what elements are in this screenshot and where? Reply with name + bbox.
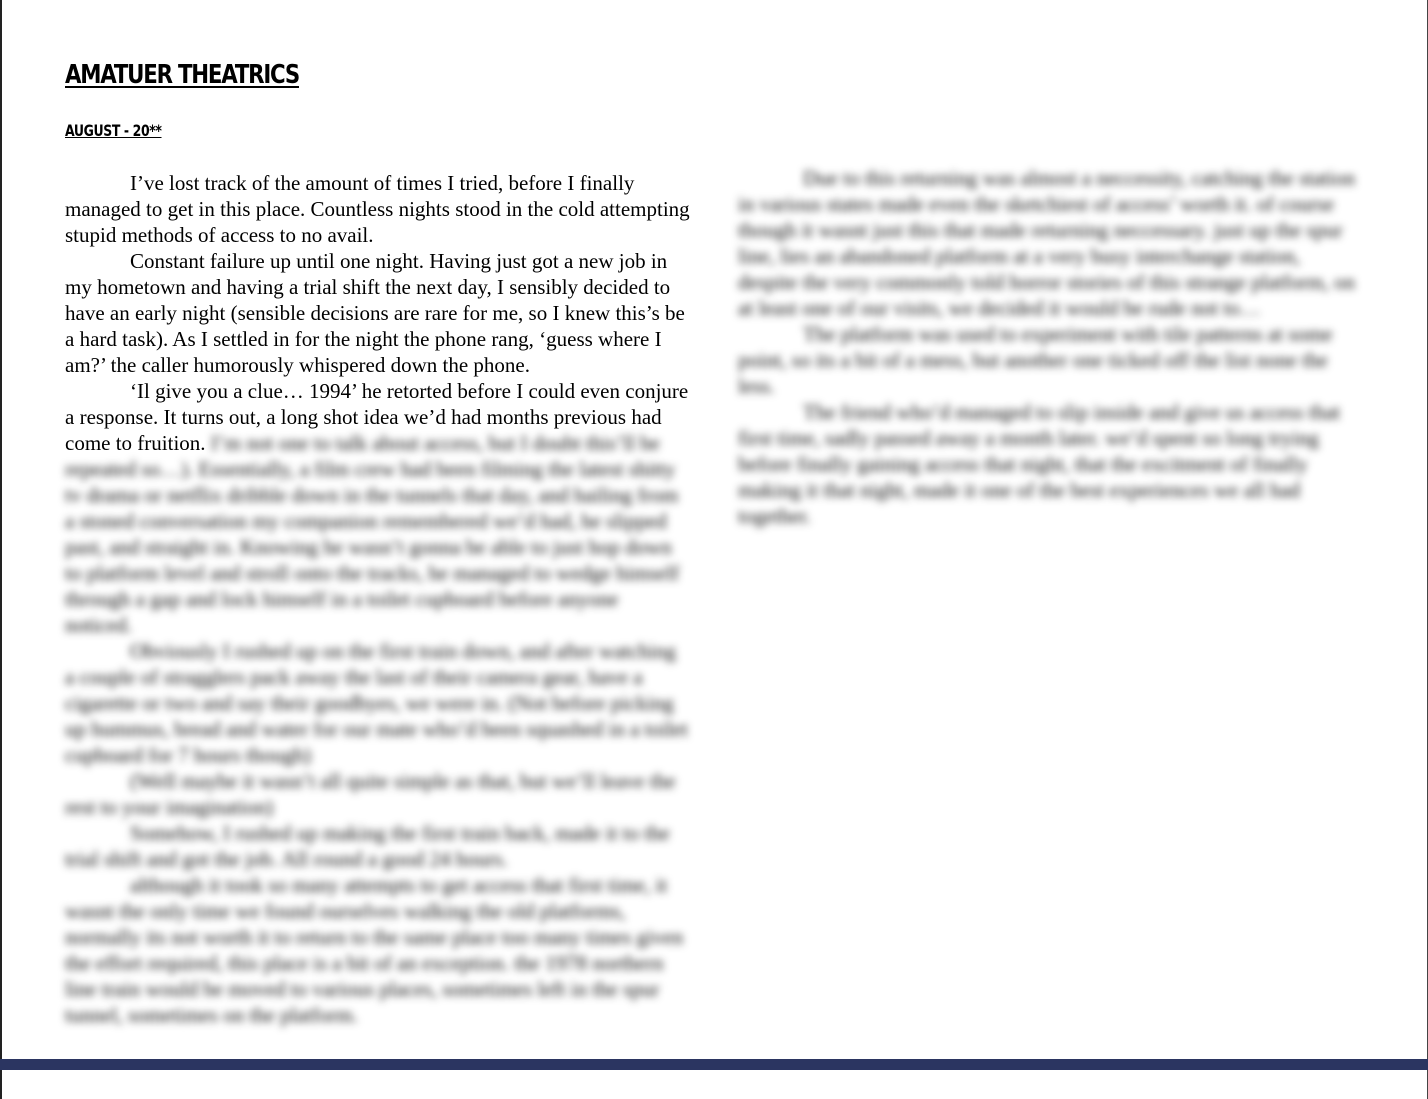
article-title: AMATUER THEATRICS	[65, 60, 299, 90]
left-paragraph-6: Somehow, I rushed up making the first train back, made it to the trial shift and got the job. All round a good 24 hours.	[65, 821, 670, 871]
article-date: AUGUST - 20**	[65, 121, 162, 140]
right-paragraph-1: Due to this returning was almost a neccessity, catching the station in various states made even the sketchiest of access’ worth it. of course though it wasnt just this that made returning neccessary. just up the spur line, lies an abandoned platform at a very busy interchange station, despite the very commonly told horror stories of this strange platform, on at least one of our visits, we decided it would be rude not to…	[738, 166, 1356, 320]
page-border-left	[0, 0, 2, 1099]
left-paragraph-1: I’ve lost track of the amount of times I tried, before I finally managed to get in this place. Countless nights stood in the cold attempting stupid methods of access to no avail.	[65, 171, 690, 247]
right-paragraph-2: The platform was used to experiment with tile patterns at some point, so its a bit of a mess, but another one ticked off the list none the less.	[738, 322, 1333, 398]
left-paragraph-3-blurred: I’m not one to talk about access, but I doubt this’ll be repeated so…). Essentially, a film crew had been filming the latest shitty tv drama or netflix dribble down in the tunnels that day, and hailing from a stoned conversation my companion remembered we’d had, he slipped past, and straight in. Knowing he wasn’t gonna be able to just hop down to platform level and stroll onto the tracks, he managed to wedge himself through a gap and lock himself in a toilet cupboard before anyone noticed.	[65, 431, 680, 637]
left-paragraph-7: although it took so many attempts to get access that first time, it wasnt the only time we found ourselves walking the old platforms, normally its not worth it to return to the same place too many times given the effort required, this place is a bit of an exception. the 1978 northern line train would be moved to various places, sometimes left in the spur tunnel, sometimes on the platform.	[65, 873, 684, 1027]
footer-bar	[0, 1059, 1428, 1070]
left-paragraph-3-clear: ‘Il give you a clue… 1994’ he retorted before I could even conjure a response. It turns out, a long shot idea we’d had months previous had come to fruition.	[65, 379, 689, 455]
left-paragraph-5: (Well maybe it wasn’t all quite simple as that, but we’ll leave the rest to your imagination)	[65, 769, 676, 819]
left-paragraph-4: Obviously I rushed up on the first train down, and after watching a couple of stragglers pack away the last of their camera gear, have a cigarette or two and say their goodbyes, we were in. (Not before picking up hummus, bread and water for our mate who’d been squashed in a toilet cupboard for 7 hours though)	[65, 639, 688, 767]
right-paragraph-3: The friend who’d managed to slip inside and give us access that first time, sadly passed away a month later. we’d spent so long trying before finally gaining access that night, that the excitment of finally making it that night, made it one of the best experiences we all had together.	[738, 400, 1341, 528]
left-paragraph-2: Constant failure up until one night. Having just got a new job in my hometown and having a trial shift the next day, I sensibly decided to have an early night (sensible decisions are rare for me, so I knew this’s be a hard task). As I settled in for the night the phone rang, ‘guess where I am?’ the caller humorously whispered down the phone.	[65, 249, 685, 377]
left-paragraph-3	[65, 378, 690, 638]
right-column	[738, 165, 1363, 529]
left-column	[65, 170, 690, 1028]
